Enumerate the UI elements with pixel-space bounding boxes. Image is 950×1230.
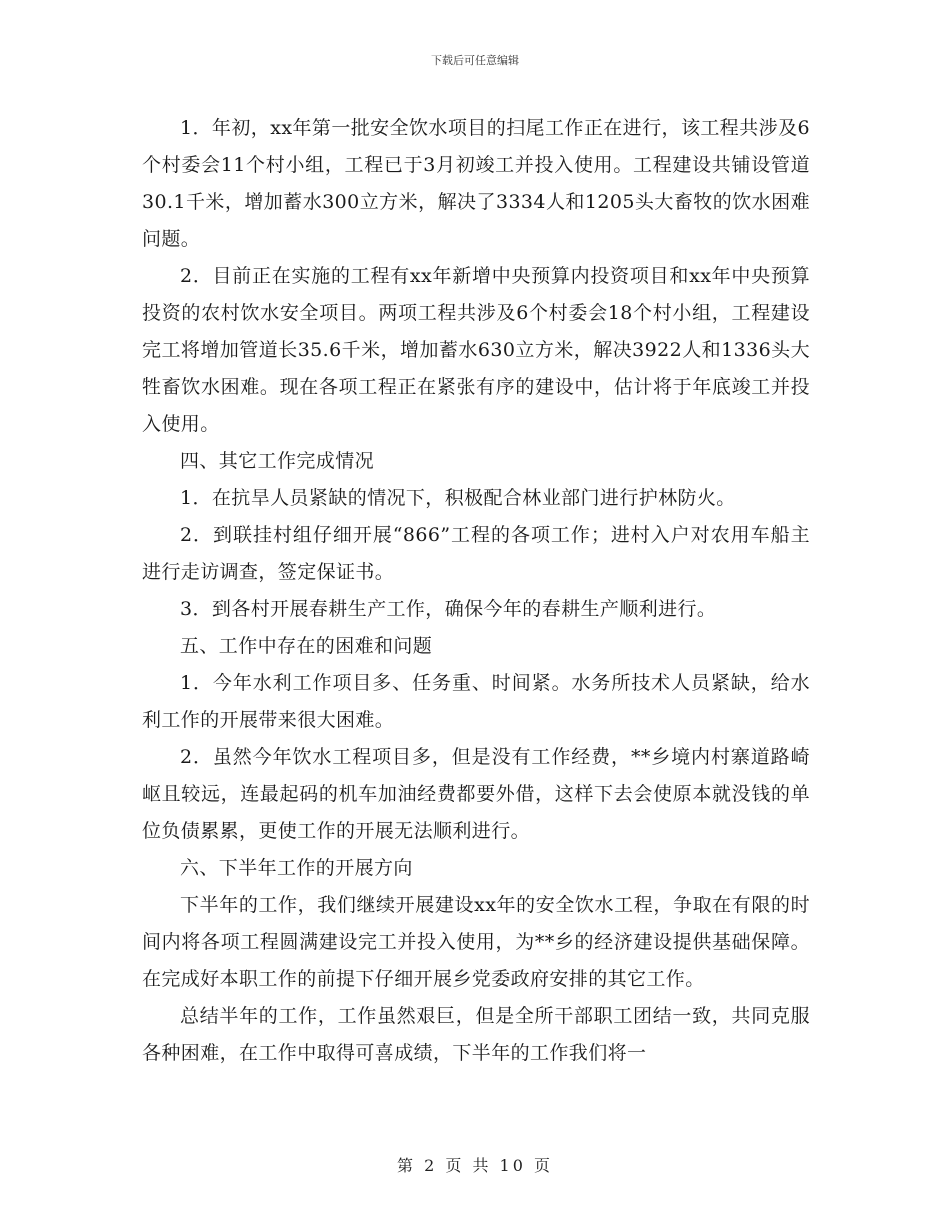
- page-header: 下载后可任意编辑: [431, 54, 519, 67]
- section-heading-6: 六、下半年工作的开展方向: [180, 857, 413, 879]
- section-heading-4: 四、其它工作完成情况: [180, 450, 375, 472]
- paragraph-2: 2．目前正在实施的工程有xx年新增中央预算内投资项目和xx年中央预算投资的农村饮水安全项目。两项工程共涉及6个村委会18个村小组，工程建设完工将增加管道长35.6千米，增加蓄水630立方米，解决3922人和1336头大牲畜饮水困难。现在各项工程正在紧张有序的建设中，估计将于年底竣工并投入使用。: [142, 265, 810, 435]
- paragraph-8: 下半年的工作，我们继续开展建设xx年的安全饮水工程，争取在有限的时间内将各项工程圆满建设完工并投入使用，为**乡的经济建设提供基础保障。在完成好本职工作的前提下仔细开展乡党委政府安排的其它工作。: [142, 894, 810, 990]
- page-number: 第 2 页 共 10 页: [397, 1156, 553, 1175]
- paragraph-3: 1．在抗旱人员紧缺的情况下，积极配合林业部门进行护林防火。: [180, 487, 736, 509]
- section-heading-5: 五、工作中存在的困难和问题: [180, 635, 433, 657]
- paragraph-4: 2．到联挂村组仔细开展“866”工程的各项工作；进村入户对农用车船主进行走访调查，签定保证书。: [142, 524, 810, 583]
- paragraph-5: 3．到各村开展春耕生产工作，确保今年的春耕生产顺利进行。: [180, 598, 717, 620]
- document-body: [142, 110, 810, 1072]
- paragraph-1: 1．年初，xx年第一批安全饮水项目的扫尾工作正在进行，该工程共涉及6个村委会11个村小组，工程已于3月初竣工并投入使用。工程建设共铺设管道30.1千米，增加蓄水300立方米，解决了3334人和1205头大畜牧的饮水困难问题。: [142, 117, 810, 250]
- paragraph-7: 2．虽然今年饮水工程项目多，但是没有工作经费，**乡境内村寨道路崎岖且较远，连最起码的机车加油经费都要外借，这样下去会使原本就没钱的单位负债累累，更使工作的开展无法顺利进行。: [142, 746, 810, 842]
- paragraph-9: 总结半年的工作，工作虽然艰巨，但是全所干部职工团结一致，共同克服各种困难，在工作中取得可喜成绩，下半年的工作我们将一: [142, 1005, 810, 1064]
- paragraph-6: 1．今年水利工作项目多、任务重、时间紧。水务所技术人员紧缺，给水利工作的开展带来很大困难。: [142, 672, 810, 731]
